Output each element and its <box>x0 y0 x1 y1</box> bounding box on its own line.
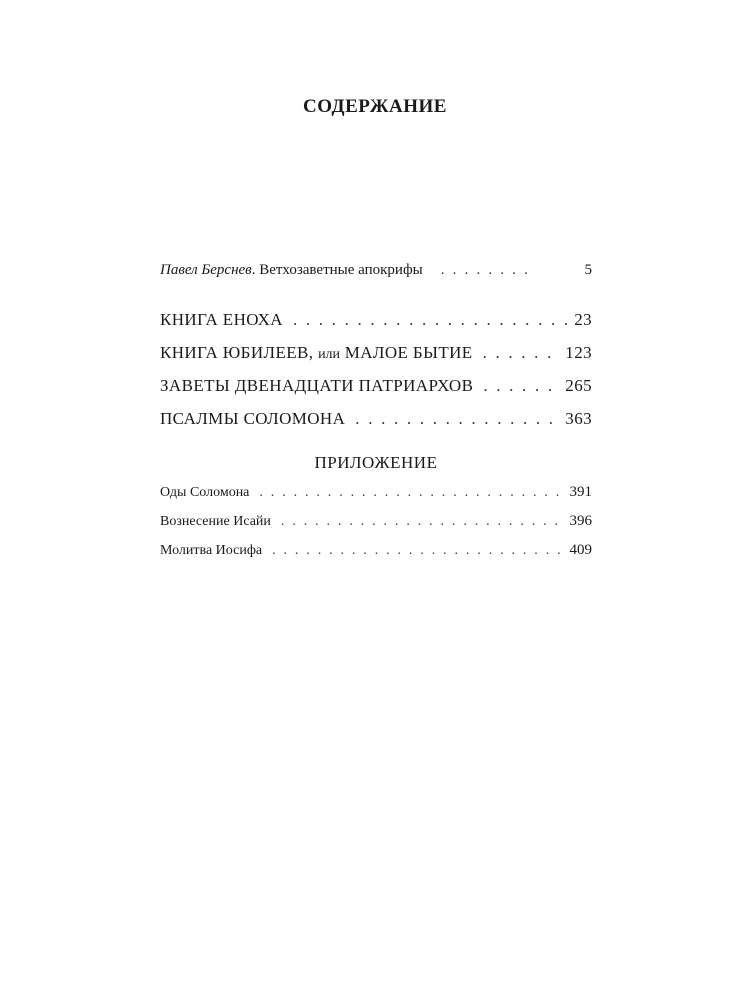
toc-entry-testaments-twelve-patriarchs <box>160 376 592 396</box>
toc-entry-prayer-of-joseph <box>160 542 592 559</box>
page-number: 409 <box>569 542 592 558</box>
page-number: 5 <box>584 262 592 278</box>
dot-leader <box>441 262 531 279</box>
toc-entry-label: Оды Соломона <box>160 485 250 500</box>
toc-entry-book-of-jubilees <box>160 343 592 363</box>
toc-entry-label: Молитва Иосифа <box>160 543 263 558</box>
toc-entry-label: КНИГА ЮБИЛЕЕВ, или МАЛОЕ БЫТИЕ <box>160 343 473 362</box>
dot-leader <box>259 485 563 501</box>
toc-entry-odes-of-solomon <box>160 484 592 501</box>
author-name: Павел Берснев <box>160 262 252 278</box>
toc-entry-book-of-enoch <box>160 310 592 330</box>
page-number: 391 <box>569 484 592 500</box>
toc-entry-label: Вознесение Исайи <box>160 514 271 529</box>
dot-leader <box>355 409 559 429</box>
toc-entry-psalms-of-solomon <box>160 409 592 429</box>
dot-leader <box>483 343 560 363</box>
page-number: 23 <box>574 310 592 329</box>
appendix-heading: ПРИЛОЖЕНИЕ <box>314 453 438 472</box>
intro-title: . Ветхозаветные апокрифы <box>251 262 423 278</box>
toc-entry-ascension-of-isaiah <box>160 513 592 530</box>
page-title: СОДЕРЖАНИЕ <box>303 96 447 117</box>
toc-entry-label: ЗАВЕТЫ ДВЕНАДЦАТИ ПАТРИАРХОВ <box>160 376 474 395</box>
dot-leader <box>272 543 563 559</box>
dot-leader <box>281 514 564 530</box>
page-number: 396 <box>569 513 592 529</box>
page-number: 363 <box>565 409 592 428</box>
toc-entry-introduction <box>160 262 592 279</box>
toc-entry-label: КНИГА ЕНОХА <box>160 310 283 329</box>
page-number: 265 <box>565 376 592 395</box>
dot-leader <box>483 376 559 396</box>
toc-entry-label <box>160 262 423 279</box>
dot-leader <box>293 310 568 330</box>
toc-entry-label: ПСАЛМЫ СОЛОМОНА <box>160 409 346 428</box>
page-number: 123 <box>565 343 592 362</box>
